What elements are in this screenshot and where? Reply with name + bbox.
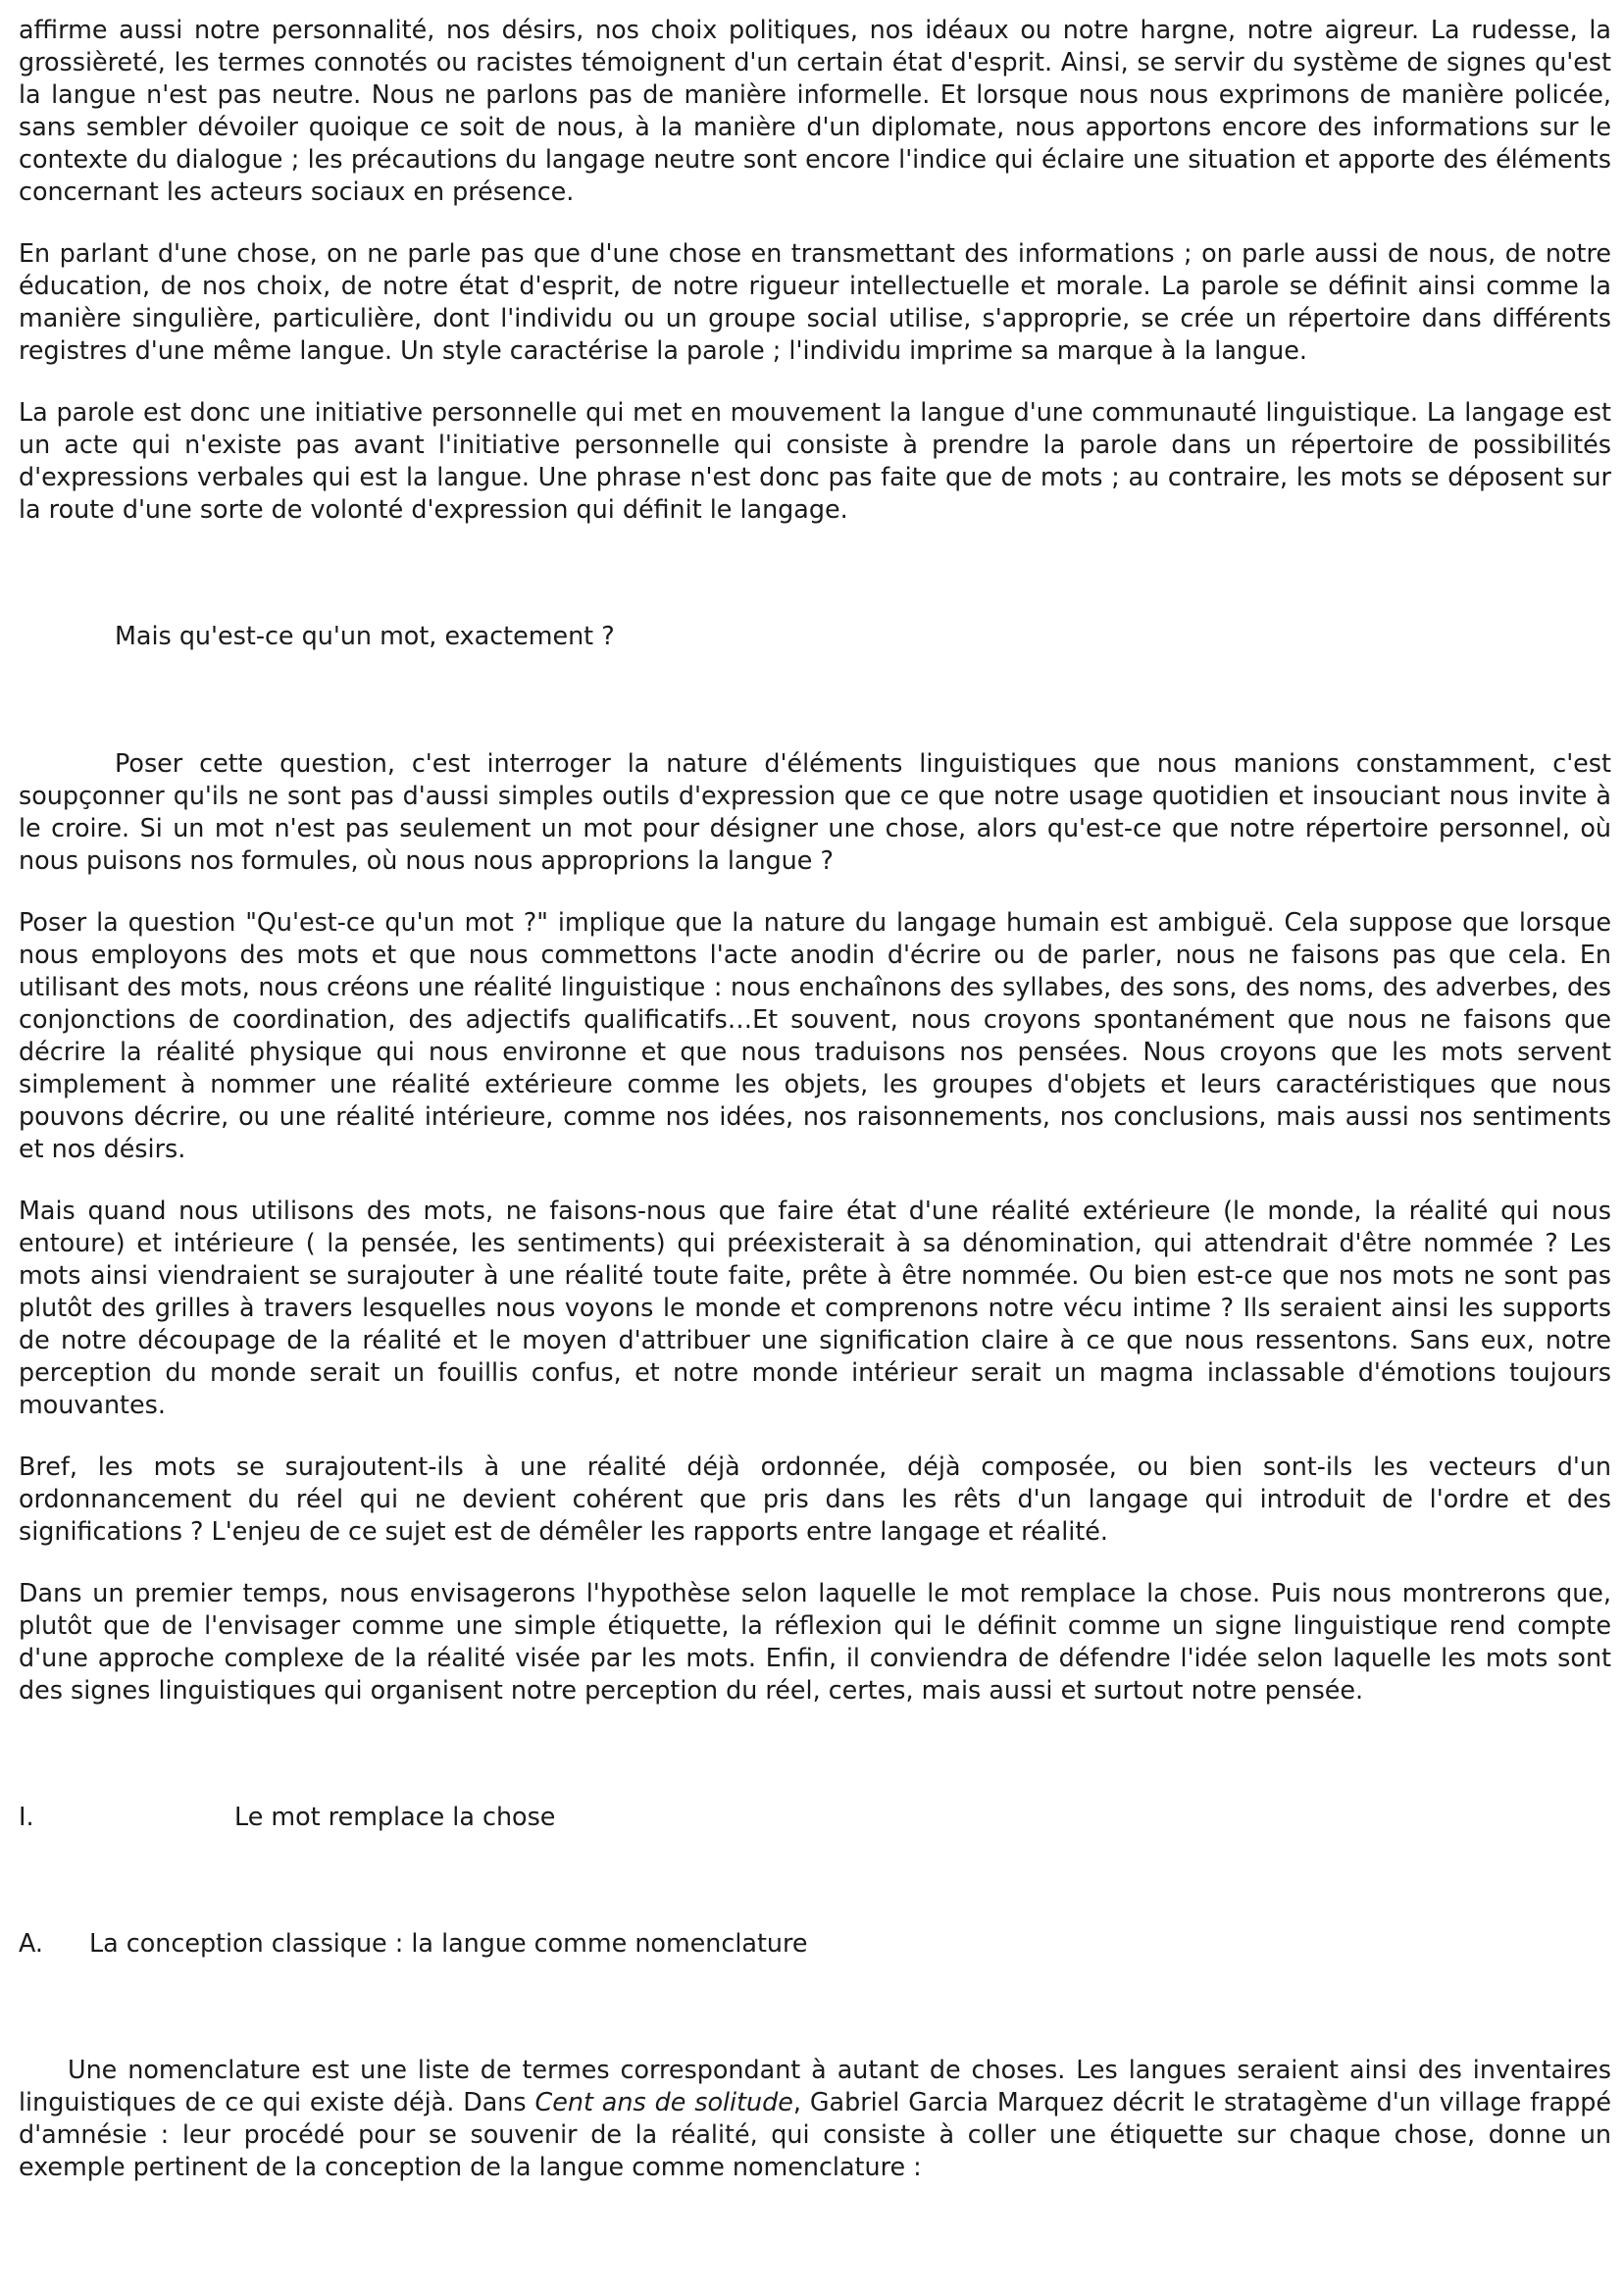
paragraph-body-2: Poser la question "Qu'est-ce qu'un mot ?" implique que la nature du langage humain est ambiguë. Cela suppose que lorsque nous employons des mots et que nous commettons l'acte anodin d'écrire ou de parler, nous ne faisons pas que cela. En utilisant des mots, nous créons une réalité linguistique : nous enchaînons des syllabes, des sons, des noms, des adverbes, des conjonctions de coordination, des adjectifs qualificatifs…Et souvent, nous croyons spontanément que nous ne faisons que décrire la réalité physique qui nous environne et que nous traduisons nos pensées. Nous croyons que les mots servent simplement à nommer une réalité extérieure comme les objets, les groupes d'objets et leurs caractéristiques que nous pouvons décrire, ou une réalité intérieure, comme nos idées, nos raisonnements, nos conclusions, mais aussi nos sentiments et nos désirs.: [19, 907, 1611, 1163]
section-heading-a: [19, 1927, 1611, 1960]
paragraph-intro-1: affirme aussi notre personnalité, nos désirs, nos choix politiques, nos idéaux ou notre hargne, notre aigreur. La rudesse, la grossièreté, les termes connotés ou racistes témoignent d'un certain état d'esprit. Ainsi, se servir du système de signes qu'est la langue n'est pas neutre. Nous ne parlons pas de manière informelle. Et lorsque nous nous exprimons de manière policée, sans sembler dévoiler quoique ce soit de nous, à la manière d'un diplomate, nous apportons encore des informations sur le contexte du dialogue ; les précautions du langage neutre sont encore l'indice qui éclaire une situation et apporte des éléments concernant les acteurs sociaux en présence.: [19, 15, 1611, 206]
question-heading: Mais qu'est-ce qu'un mot, exactement ?: [115, 621, 615, 650]
paragraph-body-1: Poser cette question, c'est interroger la nature d'éléments linguistiques que nous manions constamment, c'est soupçonner qu'ils ne sont pas d'aussi simples outils d'expression que ce que notre usage quotidien et insouciant nous invite à le croire. Si un mot n'est pas seulement un mot pour désigner une chose, alors qu'est-ce que notre répertoire personnel, où nous puisons nos formules, où nous nous approprions la langue ?: [19, 748, 1611, 875]
section-title-i: Le mot remplace la chose: [234, 1802, 556, 1831]
section-number-a: A.: [19, 1928, 43, 1958]
paragraph-body-4: Bref, les mots se surajoutent-ils à une réalité déjà ordonnée, déjà composée, ou bien sont-ils les vecteurs d'un ordonnancement du réel qui ne devient cohérent que pris dans les rêts d'un langage qui introduit de l'ordre et des significations ? L'enjeu de ce sujet est de démêler les rapports entre langage et réalité.: [19, 1452, 1611, 1546]
final-text-end: , Gabriel Garcia Marquez décrit le stratagème d'un village frappé d'amnésie : leur procédé pour se souvenir de la réalité, qui consiste à coller une étiquette sur chaque chose, donne un exemple pertinent de la conception de la langue comme nomenclature :: [19, 2087, 1611, 2181]
paragraph-final: [19, 2054, 1611, 2183]
paragraph-intro-3: La parole est donc une initiative personnelle qui met en mouvement la langue d'une communauté linguistique. La langage est un acte qui n'existe pas avant l'initiative personnelle qui consiste à prendre la parole dans un répertoire de possibilités d'expressions verbales qui est la langue. Une phrase n'est donc pas faite que de mots ; au contraire, les mots se déposent sur la route d'une sorte de volonté d'expression qui définit le langage.: [19, 397, 1611, 524]
section-number-i: I.: [19, 1802, 34, 1831]
paragraph-intro-2: En parlant d'une chose, on ne parle pas que d'une chose en transmettant des informations ; on parle aussi de nous, de notre éducation, de nos choix, de notre état d'esprit, de notre rigueur intellectuelle et morale. La parole se définit ainsi comme la manière singulière, particulière, dont l'individu ou un groupe social utilise, s'approprie, se crée un répertoire dans différents registres d'une même langue. Un style caractérise la parole ; l'individu imprime sa marque à la langue.: [19, 238, 1611, 365]
section-heading-i: [19, 1801, 1611, 1833]
paragraph-body-3: Mais quand nous utilisons des mots, ne faisons-nous que faire état d'une réalité extérieure (le monde, la réalité qui nous entoure) et intérieure ( la pensée, les sentiments) qui préexisterait à sa dénomination, qui attendrait d'être nommée ? Les mots ainsi viendraient se surajouter à une réalité toute faite, prête à être nommée. Ou bien est-ce que nos mots ne sont pas plutôt des grilles à travers lesquelles nous voyons le monde et comprenons notre vécu intime ? Ils seraient ainsi les supports de notre découpage de la réalité et le moyen d'attribuer une signification claire à ce que nous ressentons. Sans eux, notre perception du monde serait un fouillis confus, et notre monde intérieur serait un magma inclassable d'émotions toujours mouvantes.: [19, 1196, 1611, 1419]
final-text-start: Une nomenclature est une liste de termes correspondant à autant de choses. Les langues seraient ainsi des inventaires linguistiques de ce qui existe déjà. Dans: [19, 2055, 1611, 2116]
book-title: Cent ans de solitude: [534, 2087, 793, 2116]
section-title-a: La conception classique : la langue comme nomenclature: [89, 1928, 808, 1958]
paragraph-body-5: Dans un premier temps, nous envisagerons l'hypothèse selon laquelle le mot remplace la chose. Puis nous montrerons que, plutôt que de l'envisager comme une simple étiquette, la réflexion qui le définit comme un signe linguistique rend compte d'une approche complexe de la réalité visée par les mots. Enfin, il conviendra de défendre l'idée selon laquelle les mots sont des signes linguistiques qui organisent notre perception du réel, certes, mais aussi et surtout notre pensée.: [19, 1578, 1611, 1705]
